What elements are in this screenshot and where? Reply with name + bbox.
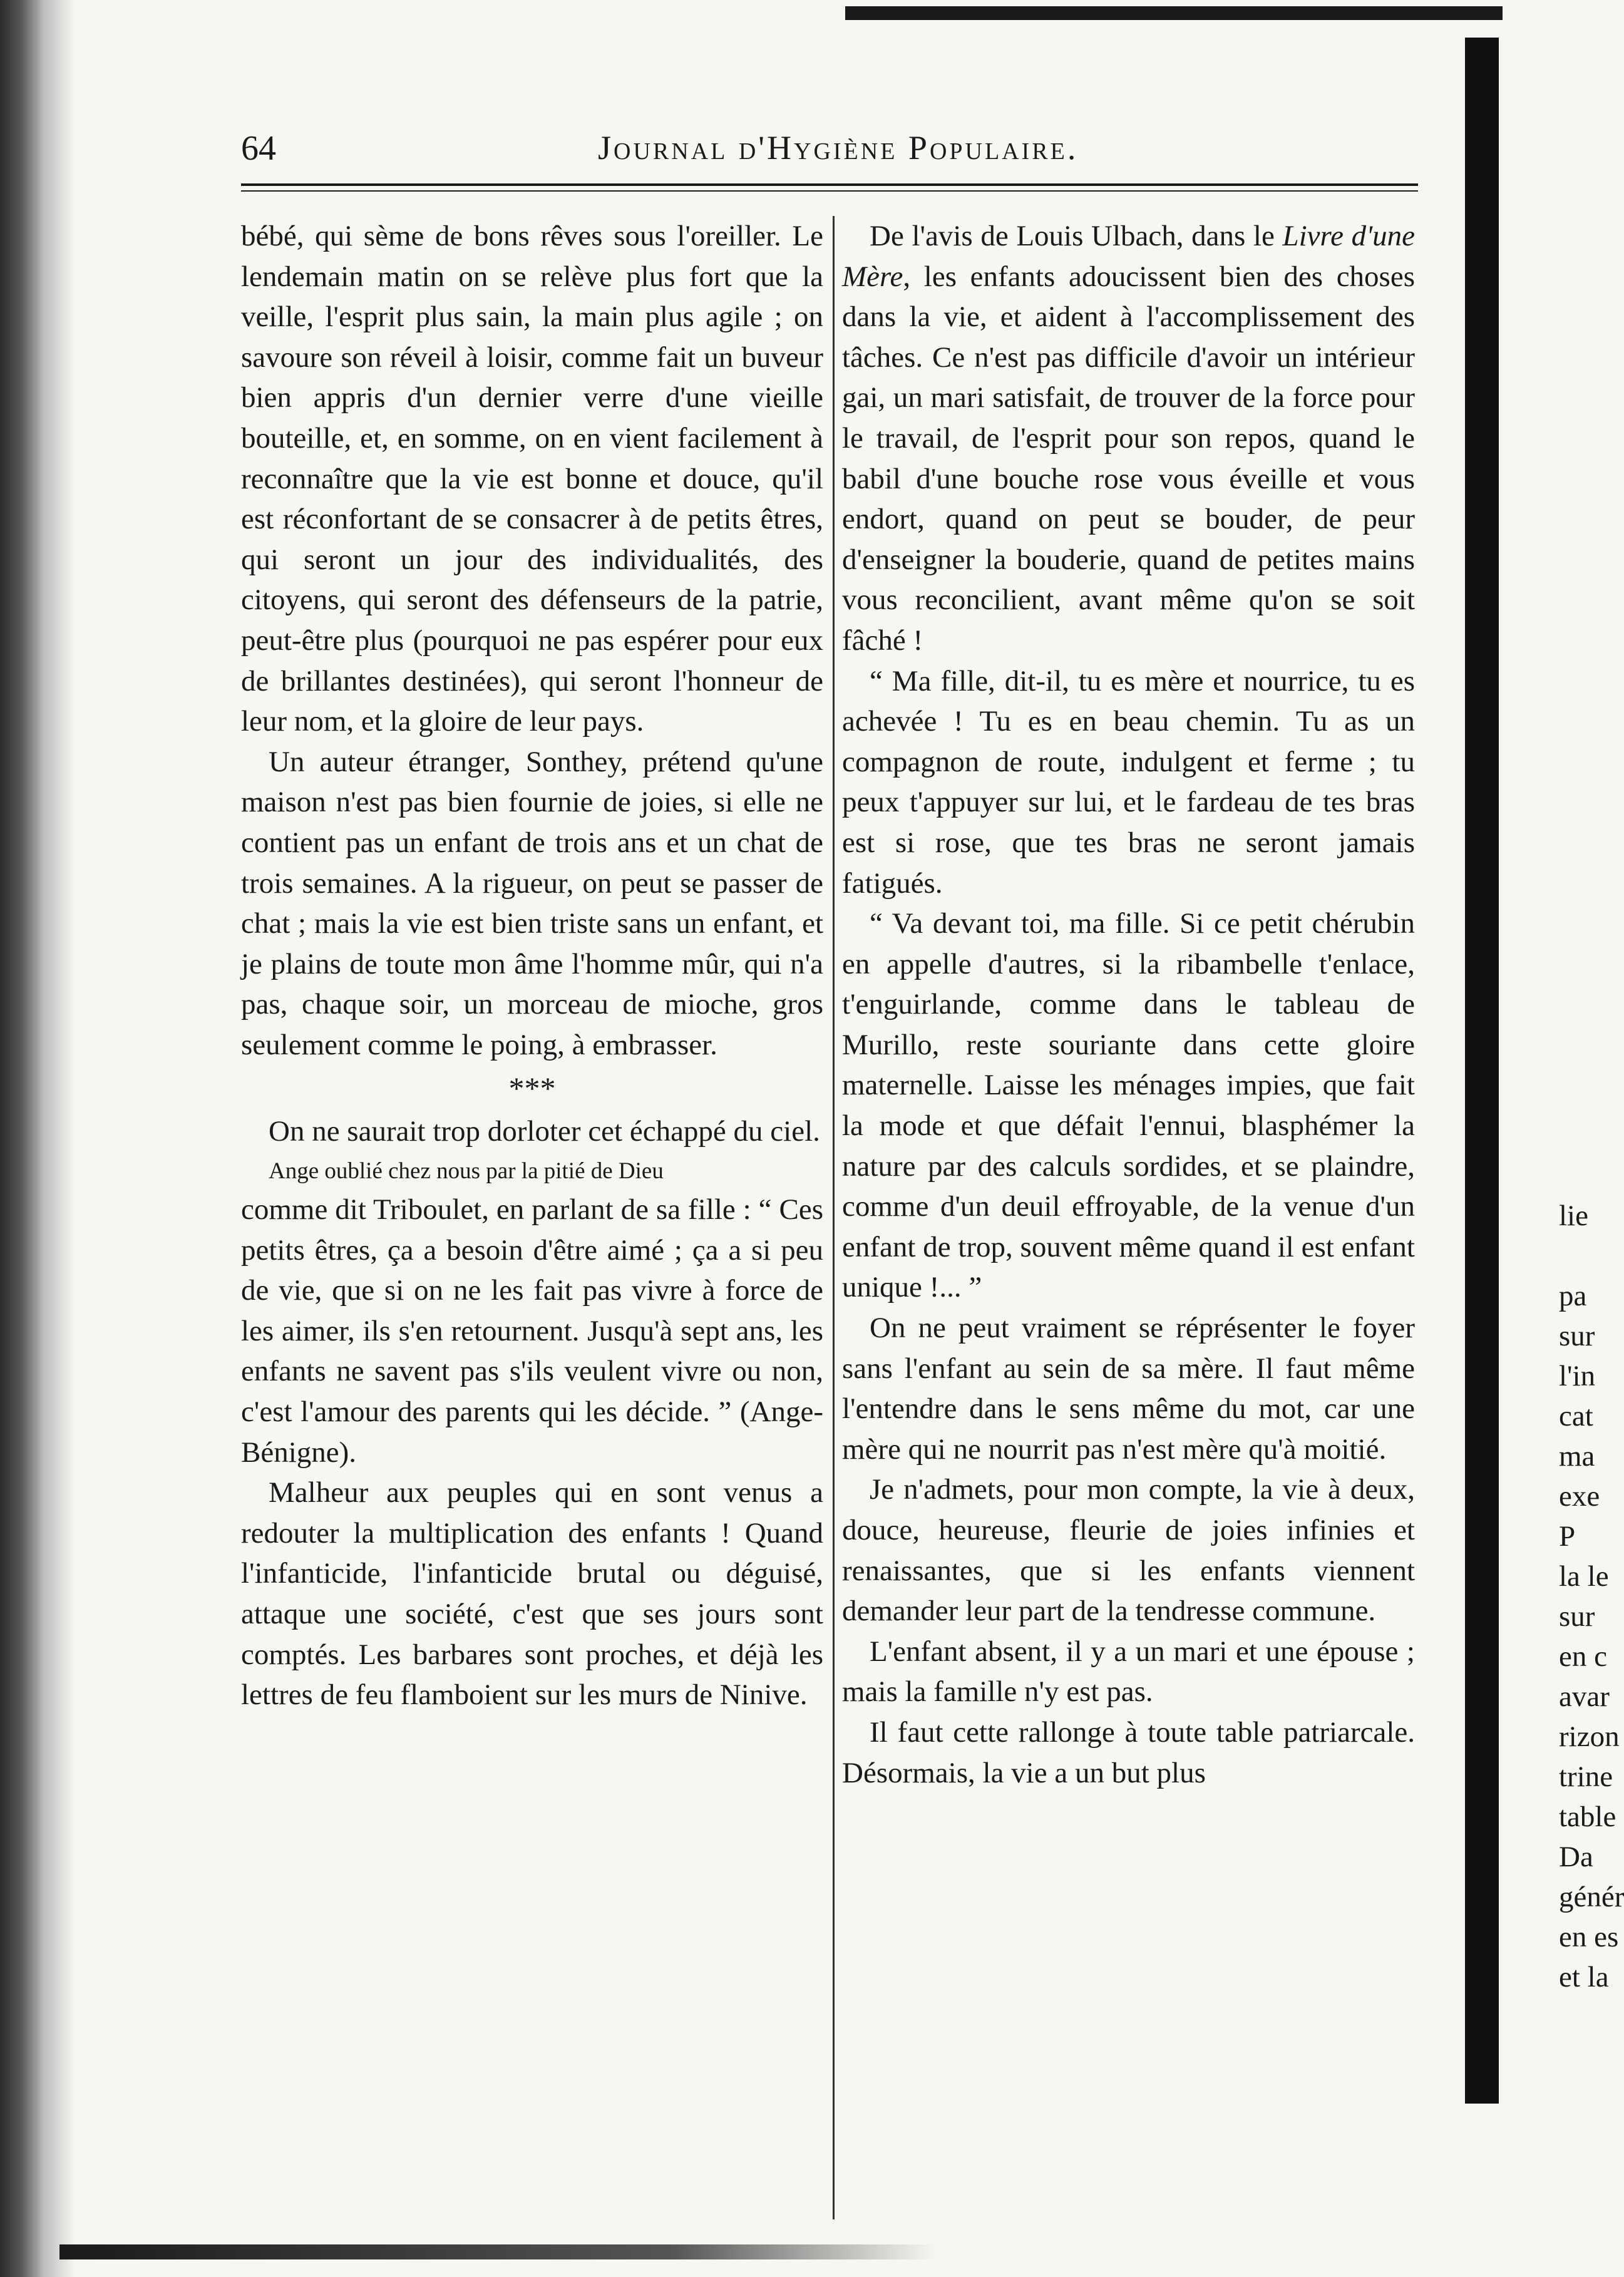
fragment-line: ma [1559, 1440, 1595, 1473]
paragraph: L'enfant absent, il y a un mari et une épouse ; mais la famille n'y est pas. [842, 1635, 1415, 1709]
paragraph: On ne peut vraiment se réprésenter le foyer sans l'enfant au sein de sa mère. Il faut même l'entendre dans le sens même du mot, car une mère qui ne nourrit pas n'est mère qu'à moitié. [842, 1312, 1415, 1466]
paragraph: Malheur aux peuples qui en sont venus a redouter la multiplication des enfants ! Quand l'infanticide, l'infanticide brutal ou déguisé, attaque une société, c'est que ses jours sont comptés. Les barbares sont proches, et déjà les lettres de feu flamboient sur les murs de Ninive. [241, 1476, 823, 1712]
fragment-line: sur [1559, 1320, 1595, 1352]
fragment-line: table [1559, 1801, 1616, 1833]
scan-edge-top [845, 6, 1503, 20]
paragraph [842, 216, 1415, 661]
fragment-line: et la [1559, 1961, 1609, 1993]
header-rule-thin [241, 190, 1418, 192]
running-title: Journal d'Hygiène Populaire. [598, 129, 1079, 167]
paragraph: “ Va devant toi, ma fille. Si ce petit chérubin en appelle d'autres, si la ribambelle t'enlace, t'enguirlande, comme dans le tableau de Murillo, reste souriante dans cette gloire maternelle. Laisse les ménages impies, que fait la mode et que défait l'ennui, blasphémer la nature par des calculs sordides, et se plaindre, comme d'un deuil effroyable, de la venue d'un enfant de trop, souvent même quand il est enfant unique !... ” [842, 907, 1415, 1304]
fragment-line: trine [1559, 1760, 1613, 1793]
paragraph: Un auteur étranger, Sonthey, prétend qu'une maison n'est pas bien fournie de joies, si elle ne contient pas un enfant de trois ans et un chat de trois semaines. A la rigueur, on peut se passer de chat ; mais la vie est bien triste sans un enfant, et je plains de toute mon âme l'homme mûr, qui n'a pas, chaque soir, un morceau de mioche, gros seulement comme le poing, à embrasser. [241, 745, 823, 1061]
paragraph: Je n'admets, pour mon compte, la vie à deux, douce, heureuse, fleurie de joies infinies et renaissantes, que si les enfants viennent demander leur part de la tendresse commune. [842, 1473, 1415, 1628]
left-column [241, 216, 823, 1715]
header-rule-thick [241, 183, 1418, 186]
fragment-line: la le [1559, 1560, 1609, 1593]
column-divider [833, 216, 835, 2219]
fragment-line: pa [1559, 1280, 1587, 1312]
adjacent-page-fragments [1559, 1196, 1624, 1997]
fragment-line: rizon [1559, 1720, 1620, 1753]
paragraph-text: De l'avis de Louis Ulbach, dans le [870, 220, 1283, 252]
paragraph: On ne saurait trop dorloter cet échappé du ciel. [269, 1115, 820, 1148]
paragraph: “ Ma fille, dit-il, tu es mère et nourrice, tu es achevée ! Tu es en beau chemin. Tu as un compagnon de route, indulgent et ferme ; tu peux t'appuyer sur lui, et le fardeau de tes bras est si rose, que tes bras ne seront jamais fatigués. [842, 664, 1415, 900]
book-title: Livre d'une Mère [842, 220, 1416, 293]
fragment-line: l'in [1559, 1360, 1596, 1392]
page-header [241, 128, 1431, 178]
fragment-line: exe [1559, 1480, 1600, 1513]
fragment-line: avar [1559, 1680, 1610, 1713]
section-stars: *** [508, 1071, 556, 1106]
epigraph-quote: Ange oublié chez nous par la pitié de Dieu [269, 1158, 664, 1185]
paragraph: Il faut cette rallonge à toute table patriarcale. Désormais, la vie a un but plus [842, 1715, 1415, 1789]
paragraph: comme dit Triboulet, en parlant de sa fille : “ Ces petits êtres, ça a besoin d'être aimé ; ça a si peu de vie, que si on ne les fait pas vivre à force de les aimer, ils s'en retournent. Jusqu'à sept ans, les enfants ne savent pas s'ils veulent vivre ou non, c'est l'amour des parents qui les décide. ” (Ange-Bénigne). [241, 1193, 823, 1469]
right-column [842, 216, 1415, 1793]
fragment-line [1559, 1236, 1624, 1276]
page-number: 64 [241, 129, 276, 168]
fragment-line: lie [1559, 1200, 1588, 1232]
fragment-line: génér [1559, 1881, 1624, 1913]
fragment-line: en es [1559, 1921, 1619, 1953]
fragment-line: en c [1559, 1640, 1607, 1673]
scan-edge-bottom [59, 2244, 936, 2259]
paragraph-text: , les enfants adoucissent bien des choses dans la vie, et aident à l'accomplissement des tâches. Ce n'est pas difficile d'avoir un intérieur gai, un mari satisfait, de trouver de la force pour le travail, de l'esprit pour son repos, quand le babil d'une bouche rose vous éveille et vous endort, quand on peut se bouder, de peur d'enseigner la bouderie, quand de petites mains vous reconcilient, avant même qu'on se soit fâché ! [842, 260, 1415, 657]
fragment-line: Da [1559, 1841, 1593, 1873]
paragraph: bébé, qui sème de bons rêves sous l'oreiller. Le lendemain matin on se relève plus fort que la veille, l'esprit plus sain, la main plus agile ; on savoure son réveil à loisir, comme fait un buveur bien appris d'un dernier verre d'une vieille bouteille, et, en somme, on en vient facilement à reconnaître que la vie est bonne et douce, qu'il est réconfortant de se consacrer à de petits êtres, qui seront un jour des individualités, des citoyens, qui seront des défenseurs de la patrie, peut-être plus (pourquoi ne pas espérer pour eux de brillantes destinées), qui seront l'honneur de leur nom, et la gloire de leur pays. [241, 220, 823, 738]
scan-edge-right [1465, 38, 1499, 2104]
fragment-line: sur [1559, 1600, 1595, 1633]
fragment-line: cat [1559, 1400, 1593, 1432]
scan-edge-left [0, 0, 75, 2277]
fragment-line: P [1559, 1520, 1576, 1553]
